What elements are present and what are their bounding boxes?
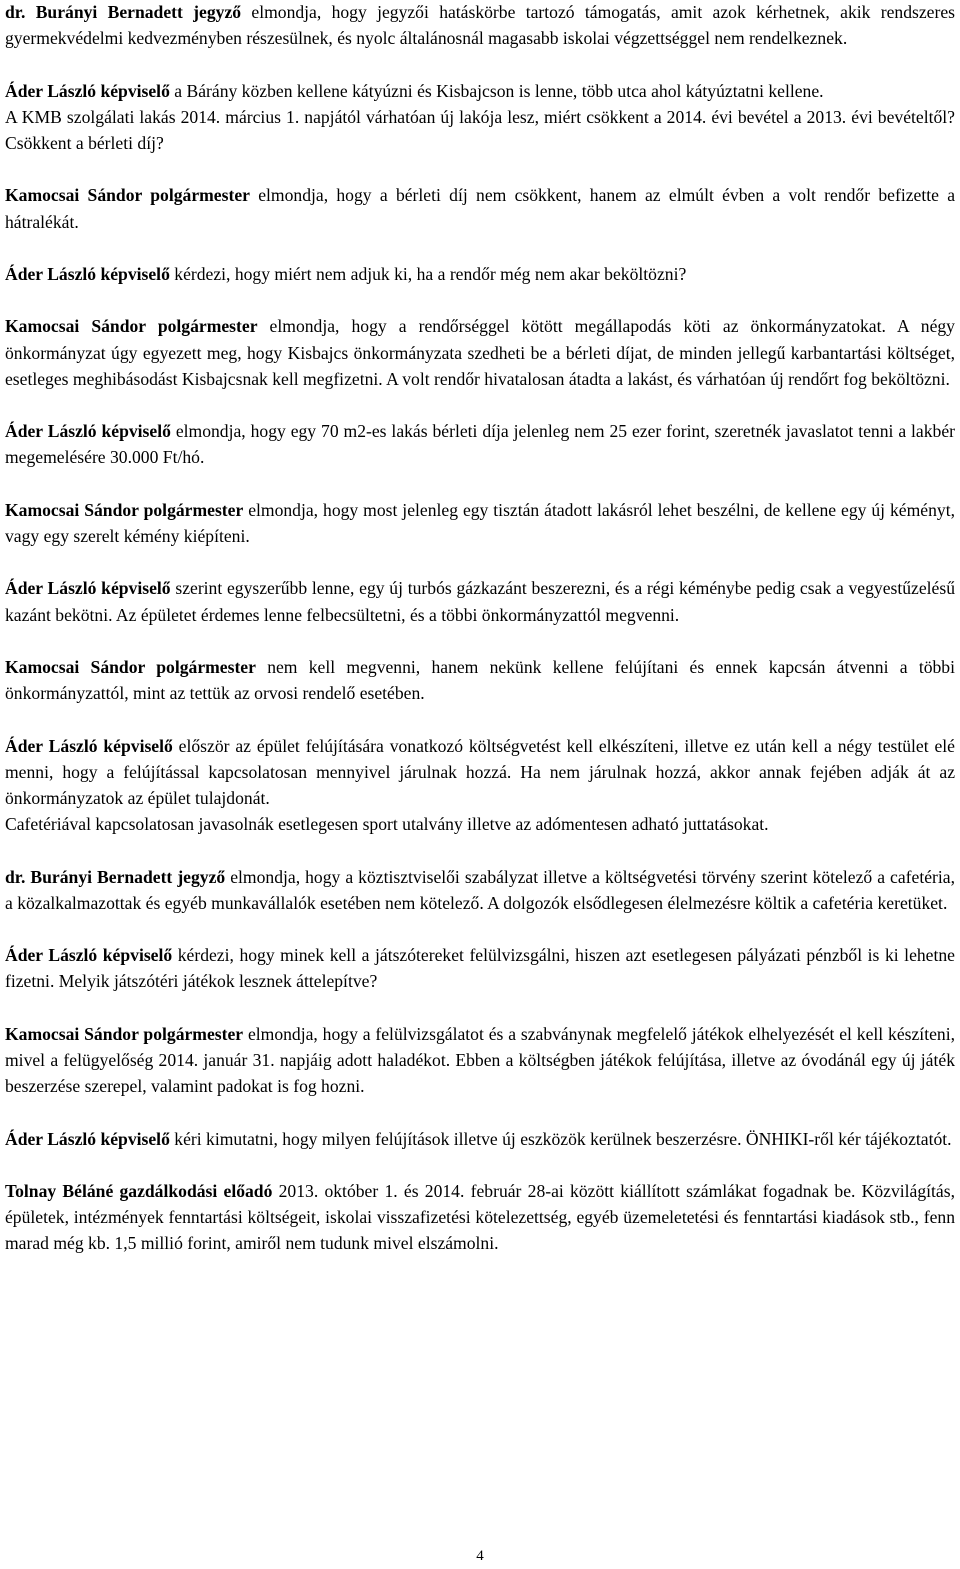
- paragraph-text: elmondja, hogy a köztisztviselői szabályzat illetve a költségvetési törvény szerint kötelező a cafetéria, a közalkalmazottak és egyéb munkavállalók esetében nem kötelező. A dolgozók elsődlegesen élelmezésre költik a cafetéria keretüket.: [5, 866, 955, 913]
- paragraph-1: [5, 0, 955, 51]
- speaker-name: Áder László képviselő: [5, 263, 170, 284]
- speaker-name: Kamocsai Sándor polgármester: [5, 1023, 244, 1044]
- paragraph-text: elmondja, hogy most jelenleg egy tisztán átadott lakásról lehet beszélni, de kellene egy új kéményt, vagy egy szerelt kémény kiépíteni.: [5, 499, 955, 546]
- paragraph-8: [5, 575, 955, 627]
- speaker-name: Kamocsai Sándor polgármester: [5, 185, 250, 206]
- paragraph-text: elmondja, hogy jegyzői hatáskörbe tartozó támogatás, amit azok kérhetnek, akik rendszeres gyermekvédelmi kedvezményben részesülnek, és nyolc általánosnál magasabb iskolai végzettséggel nem rendelkeznek.: [5, 2, 956, 49]
- speaker-name: Kamocsai Sándor polgármester: [5, 499, 244, 520]
- paragraph-text: A KMB szolgálati lakás 2014. március 1. napjától várhatóan új lakója lesz, miért csökkent a 2014. évi bevétel a 2013. évi bevételtől? Csökkent a bérleti díj?: [5, 106, 955, 153]
- speaker-name: Áder László képviselő: [5, 735, 173, 756]
- paragraph-4: [5, 261, 955, 287]
- paragraph-13: [5, 1021, 955, 1100]
- paragraph-12: [5, 942, 955, 994]
- paragraph-text: elmondja, hogy a felülvizsgálatot és a szabványnak megfelelő játékok elhelyezését el kell készíteni, mivel a felügyelőség 2014. január 31. napjáig adott haladékot. Ebben a költségben játékok felújítása, illetve az óvodánál egy új játék beszerzése szerepel, valamint padokat is fog hozni.: [5, 1023, 955, 1097]
- paragraph-10: [5, 733, 955, 812]
- paragraph-14: [5, 1126, 955, 1152]
- paragraph-2-continuation: [5, 104, 955, 156]
- paragraph-7: [5, 497, 955, 549]
- paragraph-text: a Bárány közben kellene kátyúzni és Kisbajcson is lenne, több utca ahol kátyúztatni kellene.: [169, 80, 824, 101]
- paragraph-11: [5, 864, 955, 916]
- page-number: 4: [476, 1548, 484, 1564]
- paragraph-text: elmondja, hogy a bérleti díj nem csökkent, hanem az elmúlt évben a volt rendőr befizette a hátralékát.: [5, 185, 955, 232]
- paragraph-text: nem kell megvenni, hanem nekünk kellene felújítani és ennek kapcsán átvenni a többi önkormányzattól, mint az tettük az orvosi rendelő esetében.: [5, 656, 955, 704]
- paragraph-text: elmondja, hogy egy 70 m2-es lakás bérleti díja jelenleg nem 25 ezer forint, szeretnék javaslatot tenni a lakbér megemelésére 30.000 Ft/hó.: [5, 421, 955, 468]
- paragraph-6: [5, 418, 955, 470]
- paragraph-5: [5, 313, 955, 392]
- paragraph-9: [5, 654, 955, 706]
- paragraph-text: kérdezi, hogy minek kell a játszótereket felülvizsgálni, hiszen azt esetlegesen pályázati pénzből is ki lehetne fizetni. Melyik játszótéri játékok lesznek áttelepítve?: [5, 945, 955, 992]
- paragraph-text: kéri kimutatni, hogy milyen felújítások illetve új eszközök kerülnek beszerzésre. ÖNHIKI-ről kér tájékoztatót.: [169, 1128, 952, 1149]
- speaker-name: dr. Burányi Bernadett jegyző: [5, 2, 242, 22]
- paragraph-3: [5, 182, 955, 234]
- speaker-name: Áder László képviselő: [5, 945, 173, 966]
- speaker-name: Áder László képviselő: [5, 80, 170, 101]
- speaker-name: dr. Burányi Bernadett jegyző: [5, 866, 226, 887]
- speaker-name: Áder László képviselő: [5, 1128, 170, 1149]
- speaker-name: Áder László képviselő: [5, 578, 171, 599]
- paragraph-text: elmondja, hogy a rendőrséggel kötött megállapodás köti az önkormányzatokat. A négy önkormányzat úgy egyezett meg, hogy Kisbajcs önkormányzata szedheti be a bérleti díjat, de minden jellegű karbantartási költséget, esetleges meghibásodást Kisbajcsnak kell megfizetni. A volt rendőr hivatalosan átadta a lakást, és várhatóan új rendőrt fog beköltözni.: [5, 316, 955, 389]
- speaker-name: Kamocsai Sándor polgármester: [5, 656, 256, 677]
- paragraph-text: szerint egyszerűbb lenne, egy új turbós gázkazánt beszerezni, és a régi kéménybe pedig csak a vegyestűzelésű kazánt bekötni. Az épületet érdemes lenne felbecsültetni, és a többi önkormányzattól megvenni.: [5, 578, 956, 625]
- paragraph-15: [5, 1178, 955, 1257]
- paragraph-text: kérdezi, hogy miért nem adjuk ki, ha a rendőr még nem akar beköltözni?: [169, 263, 687, 284]
- document-page: [5, 0, 955, 1283]
- paragraph-2: [5, 78, 955, 104]
- speaker-name: Tolnay Béláné gazdálkodási előadó: [5, 1180, 273, 1201]
- paragraph-text: Cafetériával kapcsolatosan javasolnák esetlegesen sport utalvány illetve az adómentesen adható juttatásokat.: [5, 814, 769, 835]
- paragraph-text: 2013. október 1. és 2014. február 28-ai között kiállított számlákat fogadnak be. Közvilágítás, épületek, intézmények fenntartási költségeit, iskolai visszafizetési kötelezettség, egyéb üzemeletetési és fenntartási kiadások stb., fenn marad még kb. 1,5 millió forint, amiről nem tudunk mivel elszámolni.: [5, 1180, 955, 1254]
- speaker-name: Áder László képviselő: [5, 421, 171, 442]
- speaker-name: Kamocsai Sándor polgármester: [5, 316, 258, 337]
- paragraph-10-continuation: [5, 811, 955, 837]
- paragraph-text: először az épület felújítására vonatkozó költségvetést kell elkészíteni, illetve ez után kell a négy testület elé menni, hogy a felújítással kapcsolatosan mennyivel járulnak hozzá. Ha nem járulnak hozzá, akkor annak fejében adják át az önkormányzatok az épület tulajdonát.: [5, 735, 955, 808]
